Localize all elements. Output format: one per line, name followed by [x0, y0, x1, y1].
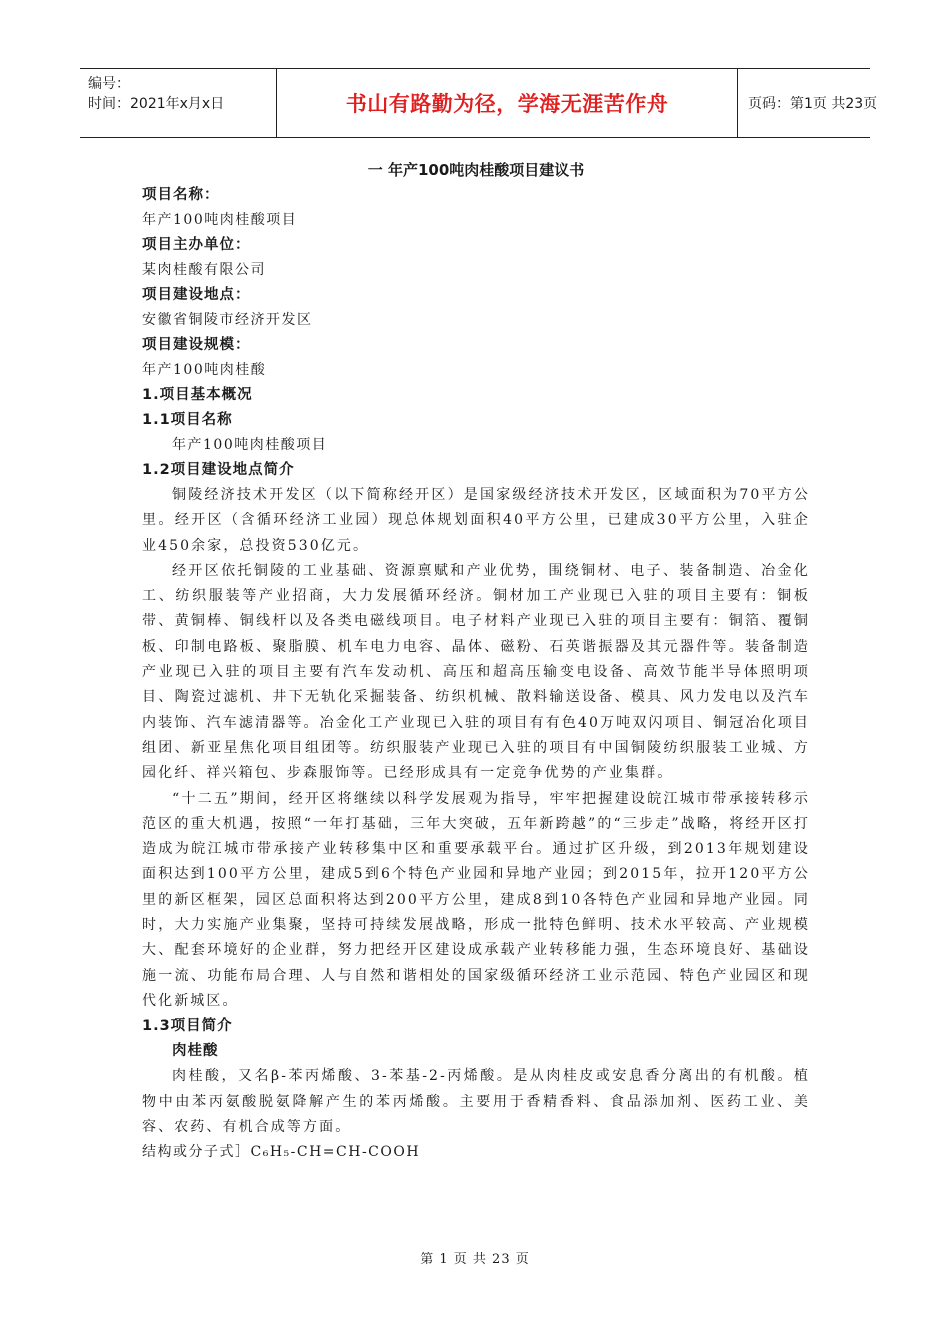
subsection-heading: 1.3项目简介: [142, 1018, 233, 1035]
scale: 年产100吨肉桂酸: [142, 362, 267, 378]
project-name-text: 年产100吨肉桂酸项目: [172, 437, 328, 453]
motto-text: 书山有路勤为径，学海无涯苦作舟: [345, 92, 669, 116]
header-motto-cell: [276, 69, 738, 137]
project-name-label: 项目名称：: [142, 187, 220, 203]
location: 安徽省铜陵市经济开发区: [142, 312, 313, 328]
sponsor-label: 项目主办单位：: [142, 237, 251, 253]
page-footer: 第 1 页 共 23 页: [420, 1252, 530, 1267]
subsection-heading: 1.1项目名称: [142, 412, 233, 428]
location-label: 项目建设地点：: [142, 287, 251, 303]
document-header: [80, 68, 878, 138]
page-info: 页码：第1页 共23页: [748, 96, 878, 112]
paragraph: 经开区依托铜陵的工业基础、资源禀赋和产业优势，围绕铜材、电子、装备制造、冶金化工、纺织服装等产业招商，大力发展循环经济。铜材加工产业现已入驻的项目主要有：铜板带、黄铜棒、铜线杆以及各类电磁线项目。电子材料产业现已入驻的项目主要有：铜箔、覆铜板、印制电路板、聚脂膜、机车电力电容、晶体、磁粉、石英谐振器及其元器件等。装备制造产业现已入驻的项目主要有汽车发动机、高压和超高压输变电设备、高效节能半导体照明项目、陶瓷过滤机、井下无轨化采掘装备、纺织机械、散料输送设备、模具、风力发电以及汽车内装饰、汽车滤清器等。冶金化工产业现已入驻的项目有有色40万吨双闪项目、铜冠冶化项目组团、新亚星焦化项目组团等。纺织服装产业现已入驻的项目有中国铜陵纺织服装工业城、方园化纤、祥兴箱包、步森服饰等。已经形成具有一定竞争优势的产业集群。: [142, 562, 810, 782]
sponsor: 某肉桂酸有限公司: [142, 262, 266, 278]
document-body: [142, 155, 810, 1165]
formula: C₆H₅-CH=CH-COOH: [250, 1144, 421, 1161]
product-heading: 肉桂酸: [172, 1043, 219, 1060]
number-label: 编号：: [88, 76, 130, 92]
document-title: 一 年产100吨肉桂酸项目建议书: [367, 161, 585, 179]
paragraph: 铜陵经济技术开发区（以下简称经开区）是国家级经济技术开发区，区域面积为70平方公里。经开区（含循环经济工业园）现总体规划面积40平方公里，已建成30平方公里，入驻企业450余家，总投资530亿元。: [142, 487, 810, 554]
header-page-cell: [738, 69, 878, 137]
header-meta: [80, 69, 276, 137]
formula-line: [142, 1140, 810, 1165]
subsection-heading: 1.2项目建设地点简介: [142, 462, 295, 478]
paragraph: “十二五”期间，经开区将继续以科学发展观为指导，牢牢把握建设皖江城市带承接转移示范区的重大机遇，按照“一年打基础，三年大突破，五年新跨越”的“三步走”战略，将经开区打造成为皖江城市带承接产业转移集中区和重要承载平台。通过扩区升级，到2013年规划建设面积达到100平方公里，建成5到6个特色产业园和异地产业园；到2015年，拉开120平方公里的新区框架，园区总面积将达到200平方公里，建成8到10各特色产业园和异地产业园。同时，大力实施产业集聚，坚持可持续发展战略，形成一批特色鲜明、技术水平较高、产业规模大、配套环境好的企业群，努力把经开区建设成承载产业转移能力强，生态环境良好、基础设施一流、功能布局合理、人与自然和谐相处的国家级循环经济工业示范园、特色产业园区和现代化新城区。: [142, 790, 810, 1009]
formula-label: 结构或分子式］: [142, 1144, 251, 1161]
time-label: 时间：2021年x月x日: [88, 96, 225, 112]
paragraph: 肉桂酸，又名β-苯丙烯酸、3-苯基-2-丙烯酸。是从肉桂皮或安息香分离出的有机酸。植物中由苯丙氨酸脱氨降解产生的苯丙烯酸。主要用于香精香料、食品添加剂、医药工业、美容、农药、有机合成等方面。: [142, 1068, 810, 1135]
scale-label: 项目建设规模：: [142, 337, 251, 353]
section-heading: 1.项目基本概况: [142, 387, 253, 403]
project-name: 年产100吨肉桂酸项目: [142, 212, 298, 228]
